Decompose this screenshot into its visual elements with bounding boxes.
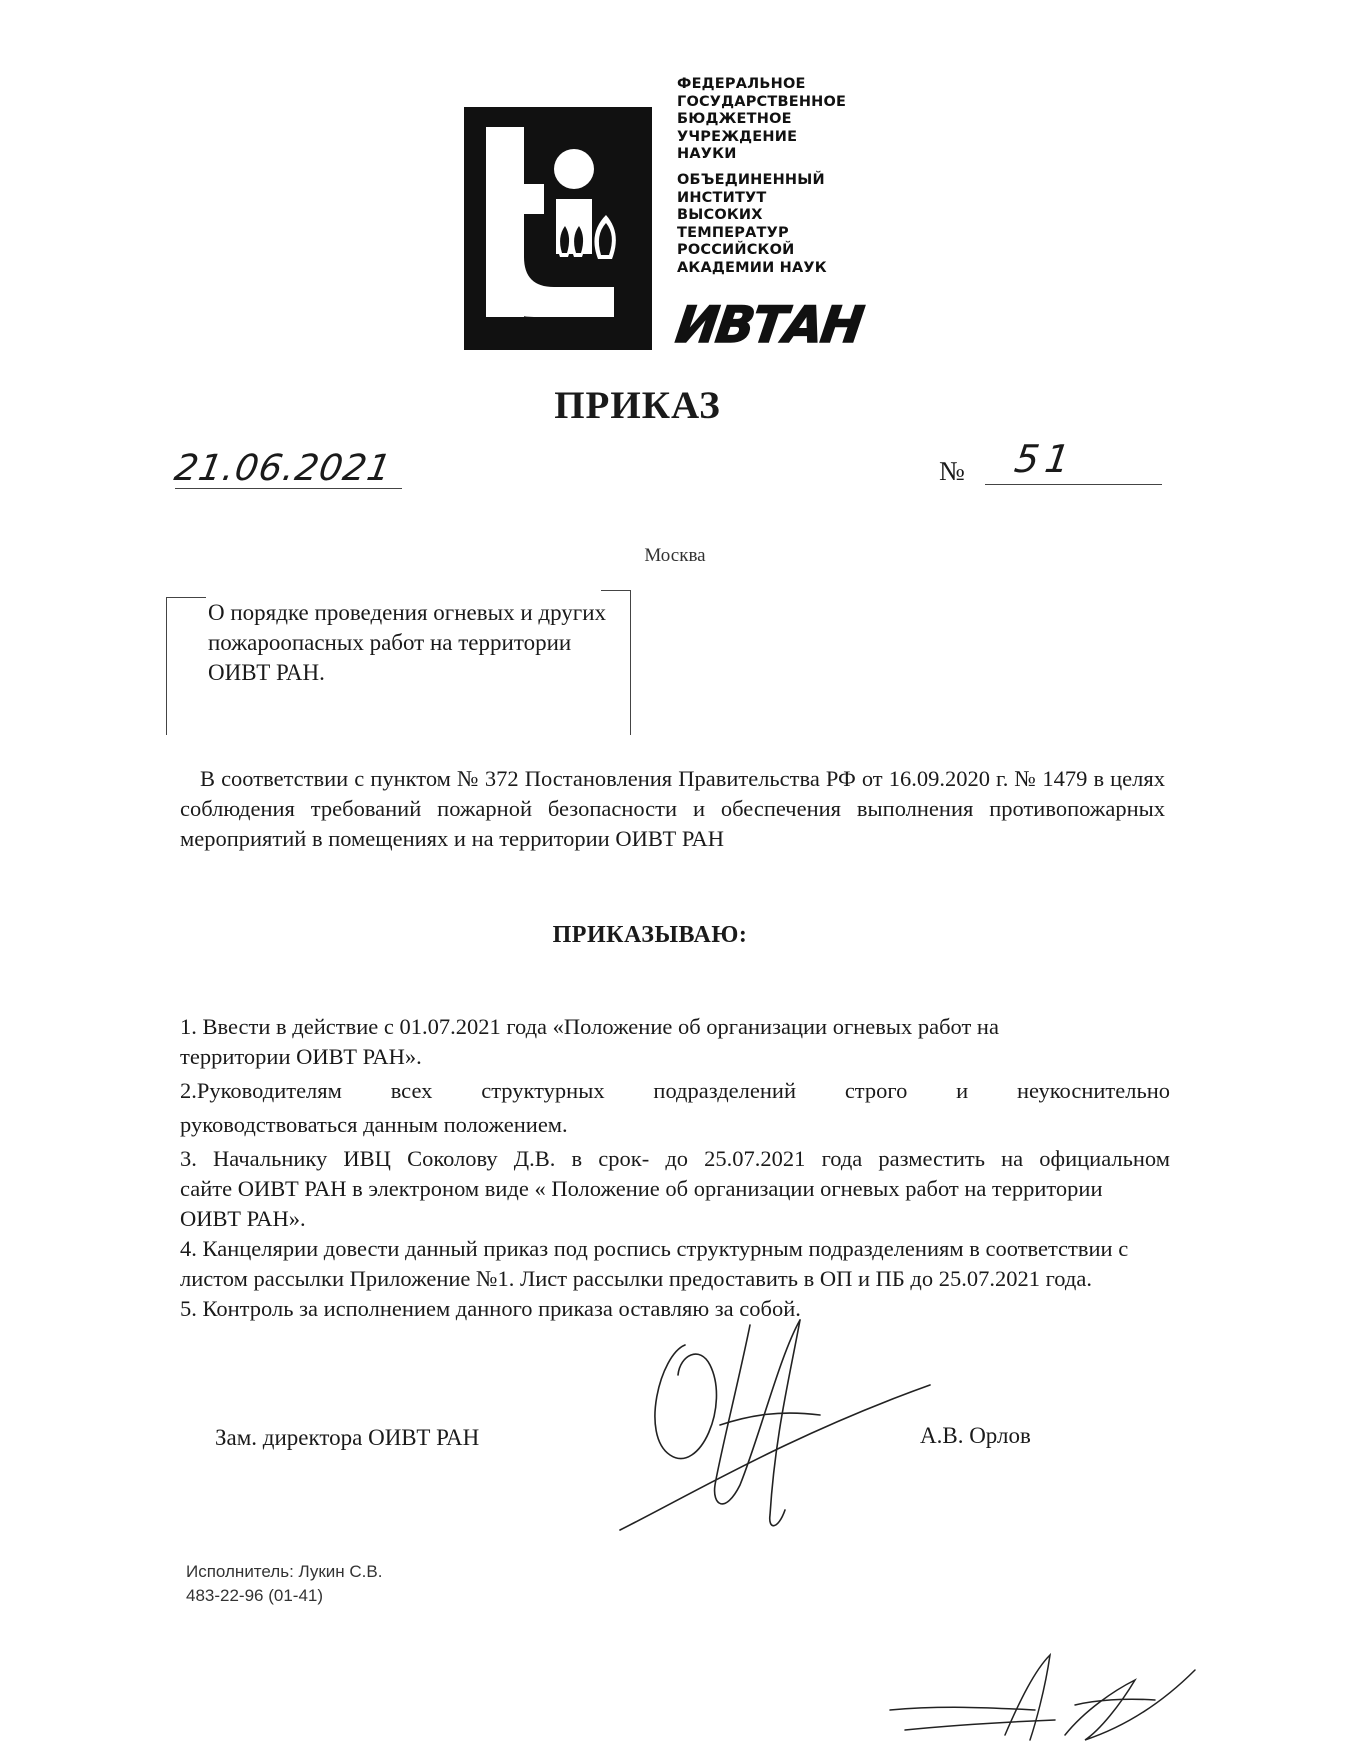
ivtan-wordmark	[672, 294, 866, 354]
initials-signature	[885, 1650, 1215, 1750]
subject-bracket	[630, 590, 631, 735]
executor-phone: 483-22-96 (01-41)	[186, 1586, 324, 1605]
org-line: АКАДЕМИИ НАУК	[677, 259, 827, 276]
number-label: №	[939, 456, 965, 486]
signer-name: А.В. Орлов	[920, 1423, 1031, 1448]
signer-position: Зам. директора ОИВТ РАН	[215, 1425, 480, 1450]
institute-logo	[464, 107, 652, 350]
org-line: УЧРЕЖДЕНИЕ	[677, 128, 798, 145]
org-line: ОБЪЕДИНЕННЫЙ	[677, 171, 825, 188]
preamble-paragraph: В соответствии с пунктом № 372 Постановления Правительства РФ от 16.09.2020 г. № 1479 в целях соблюдения требований пожарной безопасности и обеспечения выполнения противопожарных мероприятий в помещениях и на территории ОИВТ РАН	[180, 766, 1165, 851]
org-line: ФЕДЕРАЛЬНОЕ	[677, 76, 806, 92]
order-item-4: 4. Канцелярии довести данный приказ под роспись структурным подразделениям в соответствии с листом рассылки Приложение №1. Лист рассылки предоставить в ОП и ПБ до 25.07.2021 года.	[180, 1236, 1129, 1291]
org-line: ИНСТИТУТ	[677, 189, 767, 206]
executor-name: Исполнитель: Лукин С.В.	[186, 1562, 383, 1581]
number-underline	[985, 484, 1162, 485]
subject-bracket	[166, 597, 167, 735]
document-city: Москва	[644, 545, 706, 566]
handwritten-signature	[600, 1315, 960, 1545]
org-line: ВЫСОКИХ	[677, 207, 763, 224]
order-item-3-line-2: сайте ОИВТ РАН в электроном виде « Положение об организации огневых работ на территории ОИВТ РАН».	[180, 1176, 1103, 1231]
document-number: 51	[1011, 437, 1079, 481]
order-item-2-line-1: 2.Руководителям всех структурных подразделений строго и неукоснительно	[180, 1078, 1170, 1103]
order-item-3-line-1: 3. Начальнику ИВЦ Соколову Д.В. в срок- до 25.07.2021 года разместить на официальном	[180, 1146, 1170, 1171]
subject-bracket	[601, 590, 631, 591]
org-line: ГОСУДАРСТВЕННОЕ	[677, 93, 847, 110]
org-line: РОССИЙСКОЙ	[677, 242, 795, 259]
date-underline	[175, 488, 402, 489]
subject-bracket	[166, 597, 206, 598]
order-item-5: 5. Контроль за исполнением данного приказа оставляю за собой.	[180, 1296, 801, 1321]
org-line: НАУКИ	[677, 146, 737, 163]
org-line: ТЕМПЕРАТУР	[677, 224, 789, 241]
organization-name	[677, 76, 846, 278]
order-heading: ПРИКАЗЫВАЮ:	[552, 922, 748, 948]
document-subject: О порядке проведения огневых и других пожароопасных работ на территории ОИВТ РАН.	[208, 600, 607, 685]
order-item-2-line-2: руководствоваться данным положением.	[180, 1112, 568, 1137]
order-item-1: 1. Ввести в действие с 01.07.2021 года «Положение об организации огневых работ на территории ОИВТ РАН».	[180, 1014, 999, 1069]
executor-block	[186, 1560, 382, 1608]
order-items	[180, 1012, 1170, 1324]
org-line: БЮДЖЕТНОЕ	[677, 111, 792, 128]
document-date: 21.06.2021	[171, 448, 395, 489]
document-title: ПРИКАЗ	[554, 384, 721, 427]
ivtan-wordmark-text: ИВТАН	[672, 295, 866, 354]
